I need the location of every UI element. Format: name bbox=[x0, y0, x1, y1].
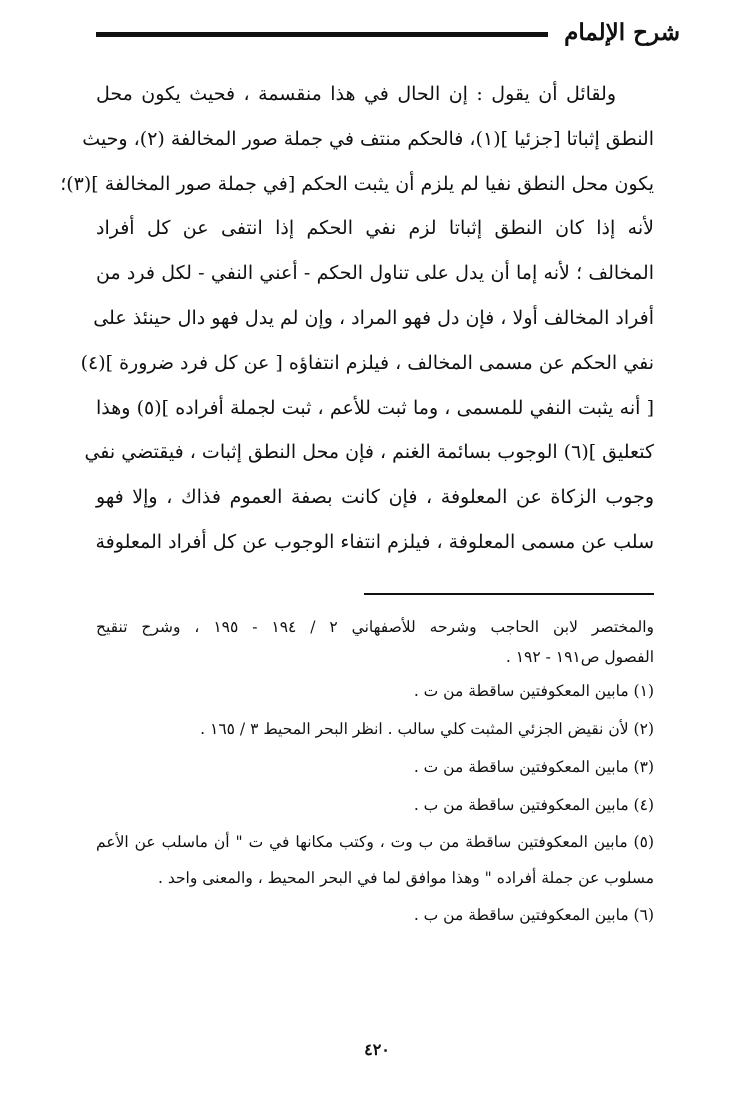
main-text-line: يكون محل النطق نفيا لم يلزم أن يثبت الحكم [في جملة صور المخالفة ](٣)؛ bbox=[60, 172, 654, 195]
main-text-line: [ أنه يثبت النفي للمسمى ، وما ثبت للأعم ، ثبت لجملة أفراده ](٥) وهذا bbox=[96, 396, 654, 419]
footnote-continuation bbox=[96, 612, 654, 672]
footnote-4: (٤) مابين المعكوفتين ساقطة من ب . bbox=[413, 796, 654, 814]
footnote-1: (١) مابين المعكوفتين ساقطة من ت . bbox=[413, 682, 654, 700]
footnote-3: (٣) مابين المعكوفتين ساقطة من ت . bbox=[413, 758, 654, 776]
main-text-line: سلب عن مسمى المعلوفة ، فيلزم انتفاء الوجوب عن كل أفراد المعلوفة bbox=[95, 530, 654, 553]
main-text-line: كتعليق ](٦) الوجوب بسائمة الغنم ، فإن محل النطق إثبات ، فيقتضي نفي bbox=[84, 441, 654, 464]
footnote-6: (٦) مابين المعكوفتين ساقطة من ب . bbox=[413, 906, 654, 924]
main-text-line: وجوب الزكاة عن المعلوفة ، فإن كانت بصفة العموم فذاك ، وإلا فهو bbox=[96, 486, 654, 509]
main-text-line: نفي الحكم عن مسمى المخالف ، فيلزم انتفاؤه [ عن كل فرد ضرورة ](٤) bbox=[80, 351, 654, 374]
main-text-line: أفراد المخالف أولا ، فإن دل فهو المراد ، وإن لم يدل فهو دال حينئذ على bbox=[93, 306, 654, 329]
footnote-2: (٢) لأن نقيض الجزئي المثبت كلي سالب . انظر البحر المحيط ٣ / ١٦٥ . bbox=[200, 720, 654, 738]
footnote-continuation-line: الفصول ص١٩١ - ١٩٢ . bbox=[505, 648, 654, 666]
main-text-line: المخالف ؛ لأنه إما أن يدل على تناول الحكم - أعني النفي - لكل فرد من bbox=[96, 262, 654, 285]
header-rule bbox=[96, 32, 548, 37]
page-number: ٤٢٠ bbox=[364, 1040, 390, 1059]
running-header bbox=[96, 14, 680, 54]
main-text-line: النطق إثباتا [جزئيا ](١)، فالحكم منتف في جملة صور المخالفة (٢)، وحيث bbox=[82, 127, 654, 150]
main-text bbox=[60, 72, 654, 565]
main-text-line: ولقائل أن يقول : إن الحال في هذا منقسمة ، فحيث يكون محل bbox=[96, 83, 616, 105]
running-title: شرح الإلمام bbox=[564, 19, 680, 46]
footnote-continuation-line: والمختصر لابن الحاجب وشرحه للأصفهاني ٢ / ١٩٤ - ١٩٥ ، وشرح تنقيح bbox=[96, 618, 654, 636]
footnotes bbox=[96, 612, 654, 934]
footnote-5: (٥) مابين المعكوفتين ساقطة من ب وت ، وكتب مكانها في ت " أن ماسلب عن الأعم مسلوب عن جملة أفراده " وهذا موافق لما في البحر المحيط ، والمعنى واحد . bbox=[96, 833, 654, 887]
footnote-separator bbox=[364, 593, 654, 595]
main-text-line: لأنه إذا كان النطق إثباتا لزم نفي الحكم إذا انتفى عن كل أفراد bbox=[96, 217, 654, 240]
